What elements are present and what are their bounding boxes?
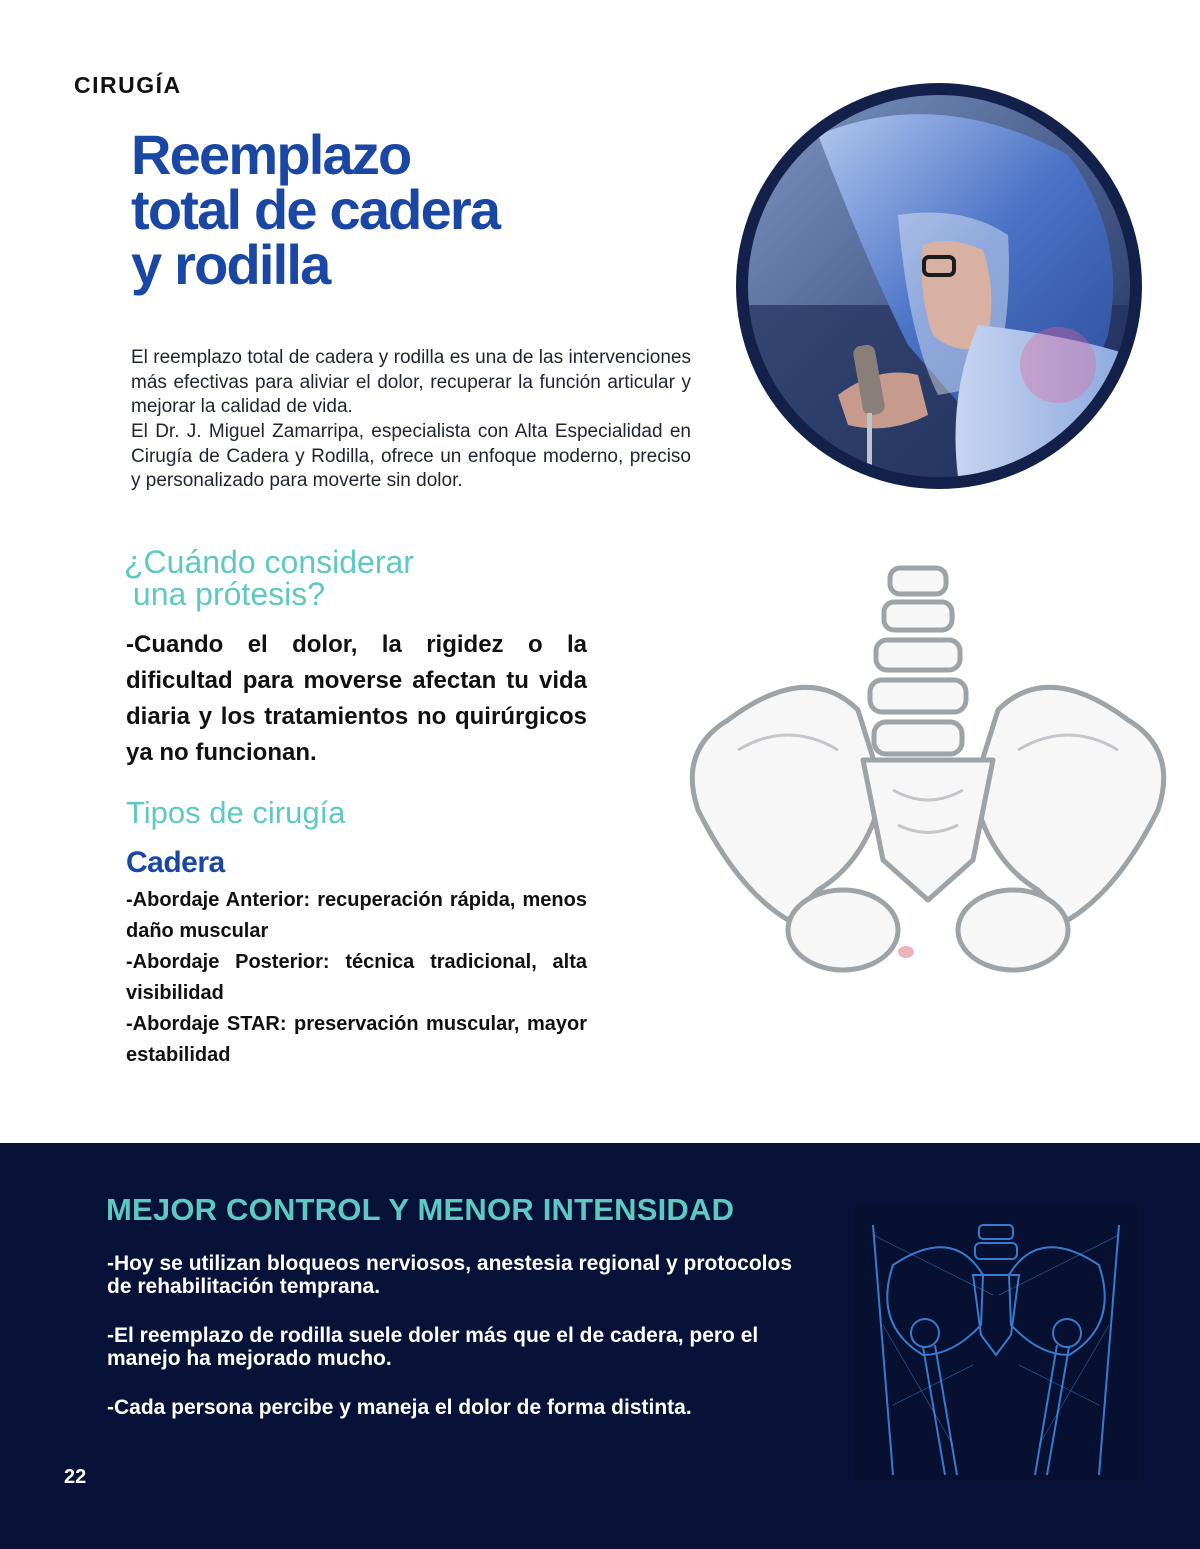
list-item: -Abordaje Anterior: recuperación rápida, menos daño muscular (126, 889, 587, 942)
panel-point: -Hoy se utilizan bloqueos nerviosos, anestesia regional y protocolos de rehabilitación temprana. (107, 1252, 792, 1299)
panel-points (107, 1252, 807, 1445)
panel-point: -Cada persona percibe y maneja el dolor de forma distinta. (107, 1396, 692, 1420)
xray-hip-illustration (853, 1205, 1139, 1481)
surgeon-illustration (748, 95, 1130, 477)
list-item: -Abordaje STAR: preservación muscular, mayor estabilidad (126, 1013, 587, 1066)
intro-paragraph-2: El Dr. J. Miguel Zamarripa, especialista con Alta Especialidad en Cirugía de Cadera y Rodilla, ofrece un enfoque moderno, preciso y personalizado para moverte sin dolor. (131, 421, 691, 492)
title-line-3: y rodilla (131, 232, 330, 296)
panel-point: -El reemplazo de rodilla suele doler más que el de cadera, pero el manejo ha mejorado mucho. (107, 1324, 759, 1371)
when-heading-line-2: una prótesis? (124, 576, 326, 612)
when-heading (124, 546, 414, 610)
cadera-subheading: Cadera (126, 846, 225, 879)
when-body: -Cuando el dolor, la rigidez o la dificultad para moverse afectan tu vida diaria y los tratamientos no quirúrgicos ya no funcionan. (126, 631, 587, 766)
panel-title: MEJOR CONTROL Y MENOR INTENSIDAD (106, 1192, 735, 1227)
page-title (131, 123, 651, 296)
when-heading-line-1: ¿Cuándo considerar (124, 544, 414, 580)
types-heading: Tipos de cirugía (126, 795, 346, 830)
intro-text (131, 346, 691, 494)
pelvis-illustration (668, 560, 1188, 990)
list-item: -Abordaje Posterior: técnica tradicional, alta visibilidad (126, 951, 587, 1004)
cadera-approach-list (126, 885, 587, 1071)
intro-paragraph-1: El reemplazo total de cadera y rodilla es una de las intervenciones más efectivas para aliviar el dolor, recuperar la función articular y mejorar la calidad de vida. (131, 347, 691, 418)
section-label: CIRUGÍA (74, 72, 182, 98)
title-line-1: Reemplazo (131, 123, 411, 186)
title-line-2: total de cadera (131, 177, 500, 241)
page-number: 22 (64, 1466, 87, 1488)
surgeon-photo (736, 83, 1142, 489)
